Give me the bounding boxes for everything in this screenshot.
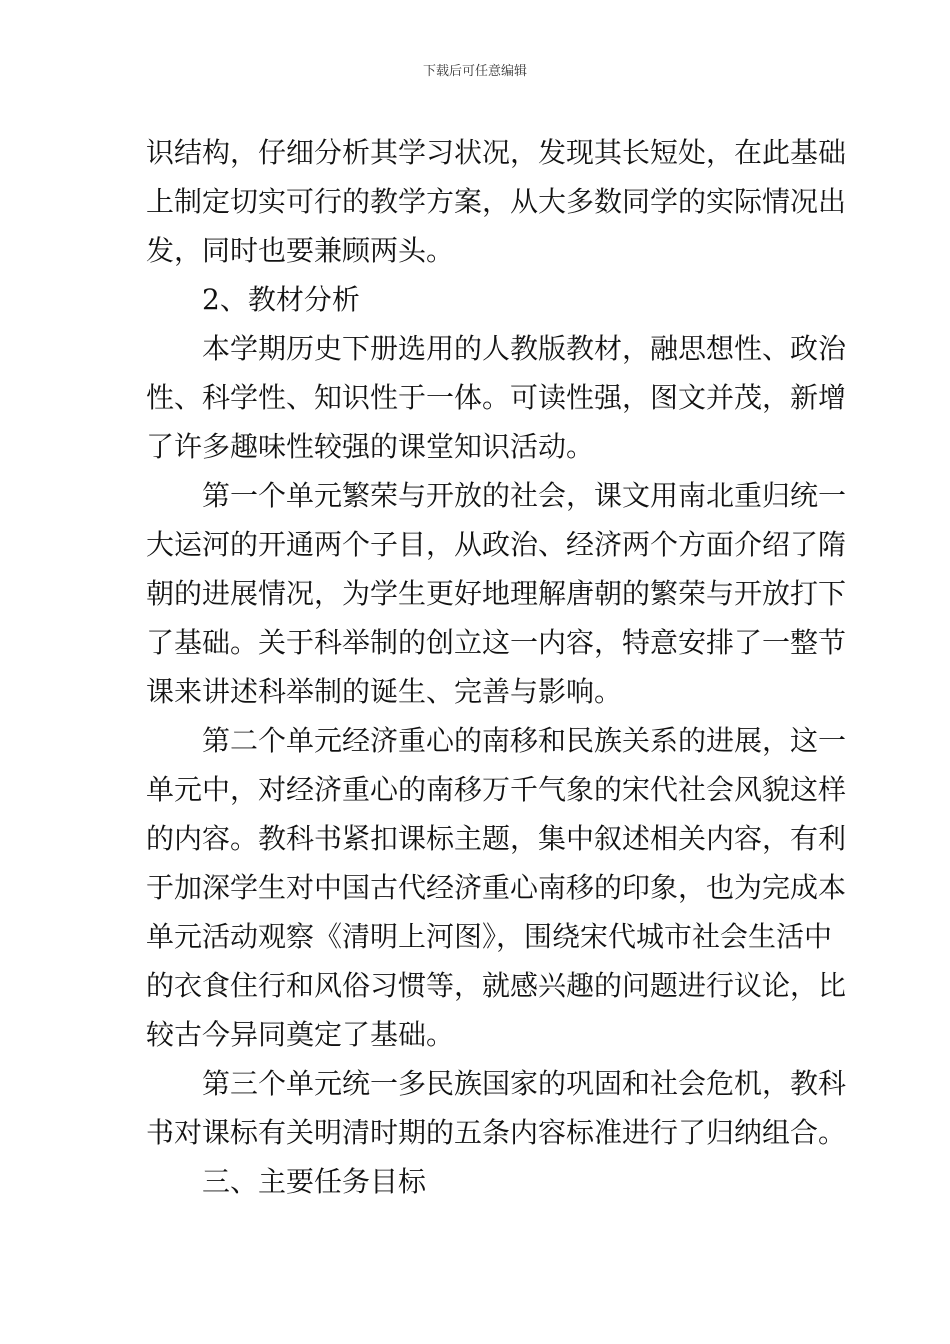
paragraph <box>146 471 847 716</box>
header-text: 下载后可任意编辑 <box>422 64 527 79</box>
paragraph <box>146 716 847 1059</box>
paragraph <box>146 128 847 275</box>
text-line: 第二个单元经济重心的南移和民族关系的进展，这一 <box>202 724 847 757</box>
paragraph <box>146 324 847 471</box>
section-heading <box>146 1157 808 1206</box>
text-line: 的内容。教科书紧扣课标主题，集中叙述相关内容，有利 <box>146 822 847 855</box>
text-line: 较古今异同奠定了基础。 <box>146 1018 455 1051</box>
document-body <box>146 128 847 1206</box>
paragraph <box>146 1059 847 1157</box>
text-line: 三、主要任务目标 <box>202 1165 427 1198</box>
text-line: 第三个单元统一多民族国家的巩固和社会危机，教科 <box>202 1067 847 1100</box>
text-line: 上制定切实可行的教学方案，从大多数同学的实际情况出 <box>146 185 847 218</box>
text-line: 单元中，对经济重心的南移万千气象的宋代社会风貌这样 <box>146 773 847 806</box>
text-line: 发，同时也要兼顾两头。 <box>146 234 455 267</box>
page-header <box>0 64 950 80</box>
text-line: 了基础。关于科举制的创立这一内容，特意安排了一整节 <box>146 626 847 659</box>
text-line: 识结构，仔细分析其学习状况，发现其长短处，在此基础 <box>146 136 847 169</box>
text-line: 朝的进展情况，为学生更好地理解唐朝的繁荣与开放打下 <box>146 577 847 610</box>
text-line: 于加深学生对中国古代经济重心南移的印象，也为完成本 <box>146 871 847 904</box>
text-line: 了许多趣味性较强的课堂知识活动。 <box>146 430 595 463</box>
text-line: 书对课标有关明清时期的五条内容标准进行了归纳组合。 <box>146 1116 847 1149</box>
text-line: 本学期历史下册选用的人教版教材，融思想性、政治 <box>202 332 847 365</box>
text-line: 大运河的开通两个子目，从政治、经济两个方面介绍了隋 <box>146 528 847 561</box>
text-line: 的衣食住行和风俗习惯等，就感兴趣的问题进行议论，比 <box>146 969 847 1002</box>
text-line: 单元活动观察《清明上河图》，围绕宋代城市社会生活中 <box>146 920 833 953</box>
text-line: 性、科学性、知识性于一体。可读性强，图文并茂，新增 <box>146 381 847 414</box>
text-line: 课来讲述科举制的诞生、完善与影响。 <box>146 675 623 708</box>
text-line: 2、教材分析 <box>202 283 360 316</box>
text-line: 第一个单元繁荣与开放的社会，课文用南北重归统一 <box>202 479 847 512</box>
section-heading <box>146 275 808 324</box>
